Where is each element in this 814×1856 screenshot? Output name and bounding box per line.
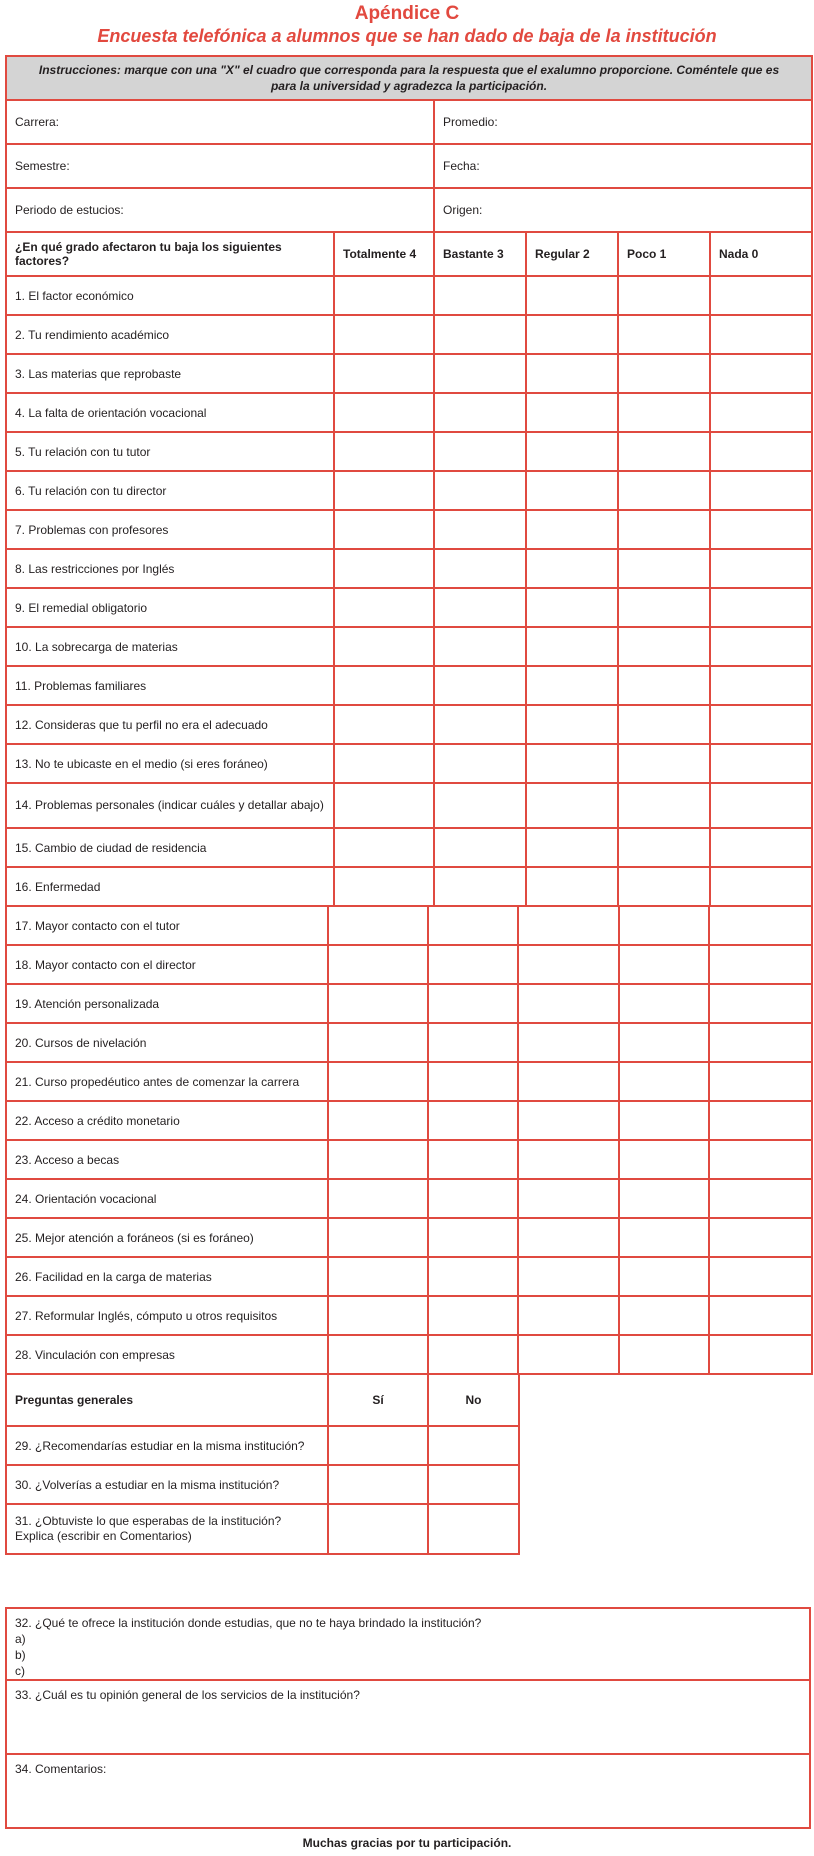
table-row [6,705,812,744]
answer-cell[interactable] [334,627,434,666]
answer-cell[interactable] [428,984,518,1023]
answer-cell[interactable] [709,1296,812,1335]
question-32: 32. ¿Qué te ofrece la institución donde estudias, que no te haya brindado la institución? [15,1616,482,1630]
answer-cell[interactable] [328,1062,428,1101]
answer-cell[interactable] [434,666,526,705]
question-32-box[interactable] [5,1607,811,1681]
scale-question: ¿En qué grado afectaron tu baja los siguientes factores? [6,232,334,276]
item-label: 18. Mayor contacto con el director [6,945,328,984]
scale-header-4: Totalmente 4 [334,232,434,276]
general-header: Preguntas generales [6,1374,328,1426]
table-row [6,393,812,432]
answer-cell[interactable] [334,783,434,828]
answer-cell[interactable] [328,1101,428,1140]
item-label: 13. No te ubicaste en el medio (si eres foráneo) [6,744,334,783]
answer-cell[interactable] [526,627,618,666]
item-label: 30. ¿Volverías a estudiar en la misma institución? [6,1465,328,1504]
answer-cell[interactable] [710,276,812,315]
answer-cell[interactable] [710,393,812,432]
answer-cell[interactable] [434,315,526,354]
answer-cell[interactable] [518,906,619,945]
field-fecha[interactable]: Fecha: [434,144,812,188]
answer-cell[interactable] [434,705,526,744]
answer-cell[interactable] [710,354,812,393]
scale-header-1: Poco 1 [618,232,710,276]
answer-cell[interactable] [709,945,812,984]
table-row [6,1335,812,1374]
answer-cell[interactable] [518,945,619,984]
answer-cell[interactable] [328,945,428,984]
answer-cell[interactable] [334,588,434,627]
answer-cell[interactable] [526,867,618,906]
item-label: 7. Problemas con profesores [6,510,334,549]
answer-cell[interactable] [434,510,526,549]
answer-cell[interactable] [434,549,526,588]
answer-cell[interactable] [428,1062,518,1101]
item-label: 20. Cursos de nivelación [6,1023,328,1062]
answer-cell[interactable] [328,906,428,945]
item-label: 8. Las restricciones por Inglés [6,549,334,588]
answer-cell[interactable] [328,1465,428,1504]
answer-cell[interactable] [434,828,526,867]
item-label: 4. La falta de orientación vocacional [6,393,334,432]
item-label: 24. Orientación vocacional [6,1179,328,1218]
yes-header: Sí [328,1374,428,1426]
table-row [6,867,812,906]
answer-cell[interactable] [619,1218,709,1257]
answer-cell[interactable] [619,1296,709,1335]
answer-cell[interactable] [619,1062,709,1101]
answer-cell[interactable] [619,945,709,984]
field-periodo[interactable]: Periodo de estucios: [6,188,434,232]
table-row [6,315,812,354]
answer-cell[interactable] [618,393,710,432]
answer-cell[interactable] [526,783,618,828]
answer-cell[interactable] [428,1218,518,1257]
answer-cell[interactable] [526,471,618,510]
answer-cell[interactable] [709,1179,812,1218]
answer-cell[interactable] [518,984,619,1023]
answer-cell[interactable] [526,510,618,549]
answer-cell[interactable] [709,1257,812,1296]
answer-cell[interactable] [334,354,434,393]
item-label: 22. Acceso a crédito monetario [6,1101,328,1140]
answer-cell[interactable] [428,1140,518,1179]
answer-cell[interactable] [434,867,526,906]
scale-header-3: Bastante 3 [434,232,526,276]
item-label: 19. Atención personalizada [6,984,328,1023]
q32-option-a: a) [15,1632,26,1646]
item-label: 14. Problemas personales (indicar cuáles y detallar abajo) [6,783,334,828]
answer-cell[interactable] [619,1257,709,1296]
answer-cell[interactable] [710,315,812,354]
answer-cell[interactable] [434,432,526,471]
table-row [6,1179,812,1218]
answer-cell[interactable] [428,1426,519,1465]
item-label: 26. Facilidad en la carga de materias [6,1257,328,1296]
answer-cell[interactable] [434,627,526,666]
answer-cell[interactable] [428,1335,518,1374]
table-row [6,1062,812,1101]
table-row [6,744,812,783]
table-row [6,1140,812,1179]
answer-cell[interactable] [709,1335,812,1374]
answer-cell[interactable] [334,393,434,432]
answer-cell[interactable] [618,867,710,906]
item-label: 10. La sobrecarga de materias [6,627,334,666]
answer-cell[interactable] [526,705,618,744]
general-questions-table [5,1373,520,1555]
table-row [6,984,812,1023]
answer-cell[interactable] [618,666,710,705]
answer-cell[interactable] [328,1023,428,1062]
answer-cell[interactable] [619,1179,709,1218]
answer-cell[interactable] [434,783,526,828]
answer-cell[interactable] [334,549,434,588]
question-33: 33. ¿Cuál es tu opinión general de los servicios de la institución? [15,1688,360,1702]
table-row [6,510,812,549]
answer-cell[interactable] [434,354,526,393]
answer-cell[interactable] [710,471,812,510]
item-label: 12. Consideras que tu perfil no era el adecuado [6,705,334,744]
answer-cell[interactable] [434,276,526,315]
item-label: 1. El factor económico [6,276,334,315]
field-promedio[interactable]: Promedio: [434,100,812,144]
answer-cell[interactable] [428,1179,518,1218]
answer-cell[interactable] [709,1140,812,1179]
table-row [6,354,812,393]
answer-cell[interactable] [709,1101,812,1140]
scale-header-2: Regular 2 [526,232,618,276]
field-carrera[interactable]: Carrera: [6,100,434,144]
item-label: 25. Mejor atención a foráneos (si es foráneo) [6,1218,328,1257]
survey-table-middle [5,905,813,1375]
answer-cell[interactable] [434,744,526,783]
table-row [6,1504,519,1554]
answer-cell[interactable] [526,828,618,867]
answer-cell[interactable] [709,906,812,945]
answer-cell[interactable] [526,744,618,783]
q32-option-b: b) [15,1648,26,1662]
answer-cell[interactable] [328,1426,428,1465]
answer-cell[interactable] [526,588,618,627]
table-row [6,945,812,984]
question-34-box[interactable] [5,1753,811,1829]
item-label: 6. Tu relación con tu director [6,471,334,510]
answer-cell[interactable] [518,1023,619,1062]
answer-cell[interactable] [619,1101,709,1140]
answer-cell[interactable] [434,393,526,432]
answer-cell[interactable] [428,1504,519,1554]
item-label: 31. ¿Obtuviste lo que esperabas de la institución? Explica (escribir en Comentarios) [6,1504,328,1554]
answer-cell[interactable] [526,393,618,432]
answer-cell[interactable] [518,1062,619,1101]
answer-cell[interactable] [619,1140,709,1179]
table-row [6,1101,812,1140]
answer-cell[interactable] [328,1257,428,1296]
item-label: 2. Tu rendimiento académico [6,315,334,354]
table-row [6,1257,812,1296]
answer-cell[interactable] [518,1335,619,1374]
item-label: 5. Tu relación con tu tutor [6,432,334,471]
answer-cell[interactable] [618,705,710,744]
answer-cell[interactable] [618,471,710,510]
answer-cell[interactable] [618,432,710,471]
table-row [6,432,812,471]
item-label: 9. El remedial obligatorio [6,588,334,627]
table-row [6,588,812,627]
item-label: 16. Enfermedad [6,867,334,906]
answer-cell[interactable] [428,1101,518,1140]
answer-cell[interactable] [618,588,710,627]
answer-cell[interactable] [328,1504,428,1554]
answer-cell[interactable] [710,666,812,705]
answer-cell[interactable] [428,1023,518,1062]
answer-cell[interactable] [328,984,428,1023]
answer-cell[interactable] [710,828,812,867]
answer-cell[interactable] [710,705,812,744]
answer-cell[interactable] [428,1465,519,1504]
answer-cell[interactable] [618,276,710,315]
answer-cell[interactable] [428,945,518,984]
table-row [6,1218,812,1257]
answer-cell[interactable] [709,1218,812,1257]
answer-cell[interactable] [710,783,812,828]
instructions: Instrucciones: marque con una "X" el cuadro que corresponda para la respuesta que el exalumno proporcione. Coméntele que es para la universidad y agradezca la participación. [6,56,812,100]
table-row [6,1023,812,1062]
item-label: 23. Acceso a becas [6,1140,328,1179]
answer-cell[interactable] [619,1335,709,1374]
answer-cell[interactable] [618,315,710,354]
answer-cell[interactable] [619,984,709,1023]
answer-cell[interactable] [334,705,434,744]
field-semestre[interactable]: Semestre: [6,144,434,188]
answer-cell[interactable] [526,549,618,588]
item-label: 11. Problemas familiares [6,666,334,705]
item-label: 17. Mayor contacto con el tutor [6,906,328,945]
table-row [6,627,812,666]
answer-cell[interactable] [518,1140,619,1179]
answer-cell[interactable] [334,828,434,867]
answer-cell[interactable] [434,588,526,627]
item-label: 28. Vinculación con empresas [6,1335,328,1374]
answer-cell[interactable] [518,1101,619,1140]
table-row [6,549,812,588]
answer-cell[interactable] [328,1179,428,1218]
answer-cell[interactable] [428,1257,518,1296]
page-title: Apéndice C [354,3,460,24]
answer-cell[interactable] [709,1062,812,1101]
items-a-body [6,276,812,906]
answer-cell[interactable] [518,1257,619,1296]
answer-cell[interactable] [328,1140,428,1179]
item-label: 27. Reformular Inglés, cómputo u otros requisitos [6,1296,328,1335]
answer-cell[interactable] [434,471,526,510]
table-row [6,1296,812,1335]
question-33-box[interactable] [5,1679,811,1755]
answer-cell[interactable] [710,549,812,588]
answer-cell[interactable] [518,1218,619,1257]
answer-cell[interactable] [334,666,434,705]
answer-cell[interactable] [328,1296,428,1335]
answer-cell[interactable] [618,627,710,666]
answer-cell[interactable] [710,432,812,471]
answer-cell[interactable] [618,549,710,588]
general-items-body [6,1426,519,1554]
answer-cell[interactable] [526,432,618,471]
field-origen[interactable]: Origen: [434,188,812,232]
answer-cell[interactable] [334,471,434,510]
answer-cell[interactable] [710,627,812,666]
answer-cell[interactable] [334,432,434,471]
answer-cell[interactable] [618,783,710,828]
answer-cell[interactable] [618,510,710,549]
table-row [6,828,812,867]
answer-cell[interactable] [618,354,710,393]
answer-cell[interactable] [328,1218,428,1257]
answer-cell[interactable] [428,1296,518,1335]
question-34: 34. Comentarios: [15,1762,107,1776]
answer-cell[interactable] [618,744,710,783]
thanks-note: Muchas gracias por tu participación. [302,1836,512,1850]
q32-option-c: c) [15,1664,25,1678]
answer-cell[interactable] [618,828,710,867]
page-subtitle: Encuesta telefónica a alumnos que se han dado de baja de la institución [97,26,717,46]
answer-cell[interactable] [619,906,709,945]
table-row [6,471,812,510]
answer-cell[interactable] [334,867,434,906]
answer-cell[interactable] [518,1296,619,1335]
table-row [6,276,812,315]
table-row [6,1426,519,1465]
answer-cell[interactable] [526,666,618,705]
answer-cell[interactable] [328,1335,428,1374]
table-row [6,906,812,945]
answer-cell[interactable] [518,1179,619,1218]
answer-cell[interactable] [710,744,812,783]
item-label: 29. ¿Recomendarías estudiar en la misma institución? [6,1426,328,1465]
answer-cell[interactable] [526,315,618,354]
answer-cell[interactable] [334,744,434,783]
answer-cell[interactable] [334,276,434,315]
answer-cell[interactable] [710,867,812,906]
answer-cell[interactable] [709,984,812,1023]
answer-cell[interactable] [709,1023,812,1062]
answer-cell[interactable] [334,510,434,549]
table-row [6,1465,519,1504]
answer-cell[interactable] [334,315,434,354]
item-label: 3. Las materias que reprobaste [6,354,334,393]
answer-cell[interactable] [710,510,812,549]
table-row [6,666,812,705]
answer-cell[interactable] [428,906,518,945]
table-row [6,783,812,828]
answer-cell[interactable] [526,276,618,315]
survey-table-top [5,55,813,907]
items-b-body [6,906,812,1374]
answer-cell[interactable] [526,354,618,393]
item-label: 15. Cambio de ciudad de residencia [6,828,334,867]
item-label: 21. Curso propedéutico antes de comenzar la carrera [6,1062,328,1101]
answer-cell[interactable] [619,1023,709,1062]
scale-header-0: Nada 0 [710,232,812,276]
answer-cell[interactable] [710,588,812,627]
no-header: No [428,1374,519,1426]
